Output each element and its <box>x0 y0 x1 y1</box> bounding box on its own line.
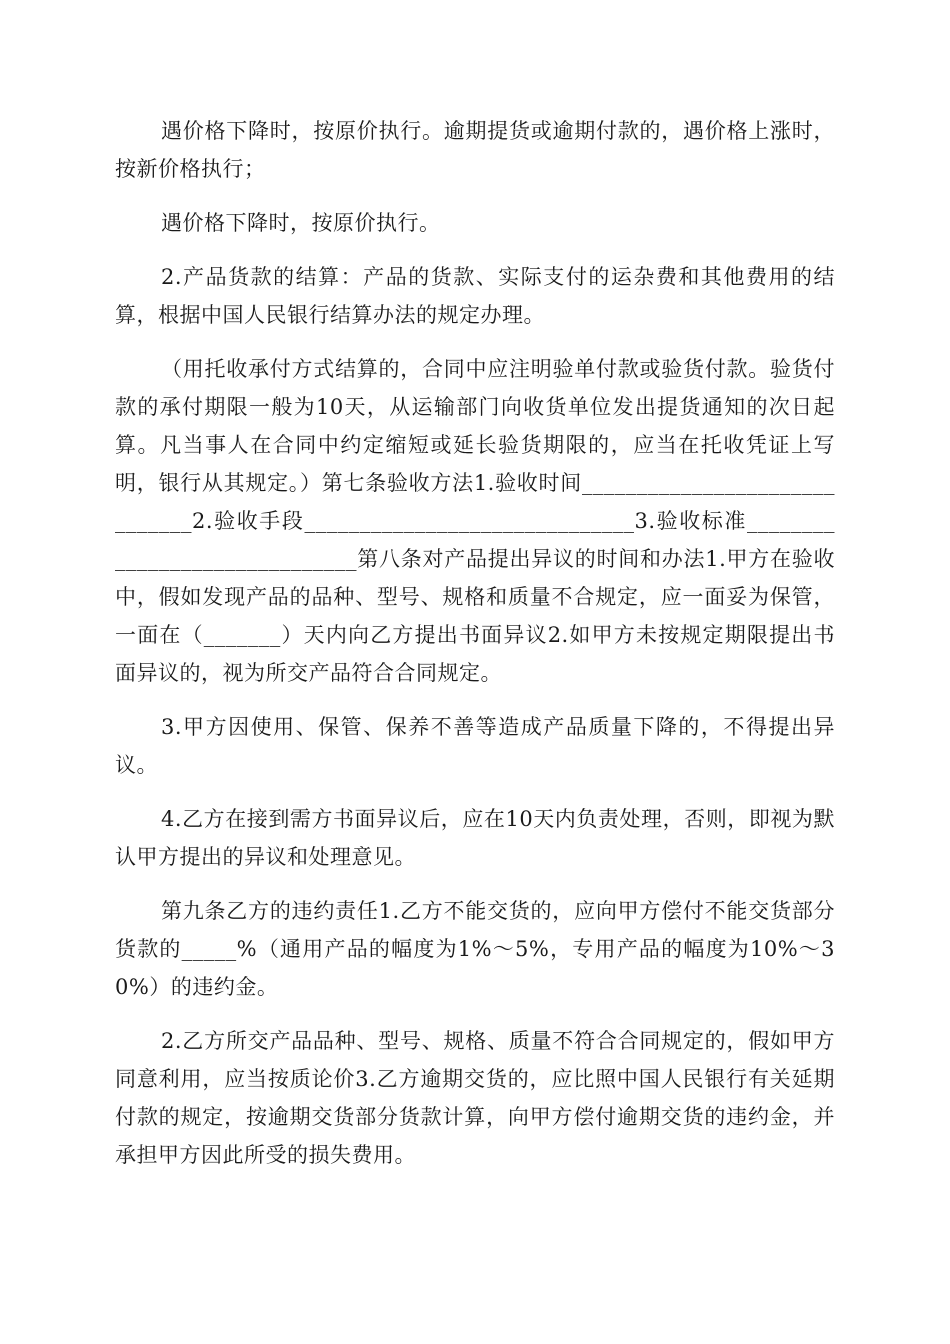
paragraph-liability-clause-1: 第九条乙方的违约责任1.乙方不能交货的，应向甲方偿付不能交货部分货款的_____%（通用产品的幅度为1%～5%，专用产品的幅度为10%～30%）的违约金。 <box>115 899 835 999</box>
paragraph-settlement: 2.产品货款的结算：产品的货款、实际支付的运杂费和其他费用的结算，根据中国人民银行结算办法的规定办理。 <box>115 265 835 327</box>
document-body <box>115 112 835 1174</box>
paragraph-price-decrease: 遇价格下降时，按原价执行。 <box>161 211 441 235</box>
paragraph-liability-clause-2-3: 2.乙方所交产品品种、型号、规格、质量不符合合同规定的，假如甲方同意利用，应当按质论价3.乙方逾期交货的，应比照中国人民银行有关延期付款的规定，按逾期交货部分货款计算，向甲方偿付逾期交货的违约金，并承担甲方因此所受的损失费用。 <box>115 1029 835 1167</box>
paragraph-objection-clause-4: 4.乙方在接到需方书面异议后，应在10天内负责处理，否则，即视为默认甲方提出的异议和处理意见。 <box>115 807 835 869</box>
paragraph-inspection-and-objection: （用托收承付方式结算的，合同中应注明验单付款或验货付款。验货付款的承付期限一般为10天，从运输部门向收货单位发出提货通知的次日起算。凡当事人在合同中约定缩短或延长验货期限的，应当在托收凭证上写明，银行从其规定。）第七条验收方法1.验收时间______________________________2.验收手段______________________________3.验收标准______________________________第八条对产品提出异议的时间和办法1.甲方在验收中，假如发现产品的品种、型号、规格和质量不合规定，应一面妥为保管，一面在（_______）天内向乙方提出书面异议2.如甲方未按规定期限提出书面异议的，视为所交产品符合合同规定。 <box>115 357 835 685</box>
paragraph-price-terms: 遇价格下降时，按原价执行。逾期提货或逾期付款的，遇价格上涨时，按新价格执行； <box>115 119 835 181</box>
paragraph-objection-clause-3: 3.甲方因使用、保管、保养不善等造成产品质量下降的，不得提出异议。 <box>115 715 835 777</box>
